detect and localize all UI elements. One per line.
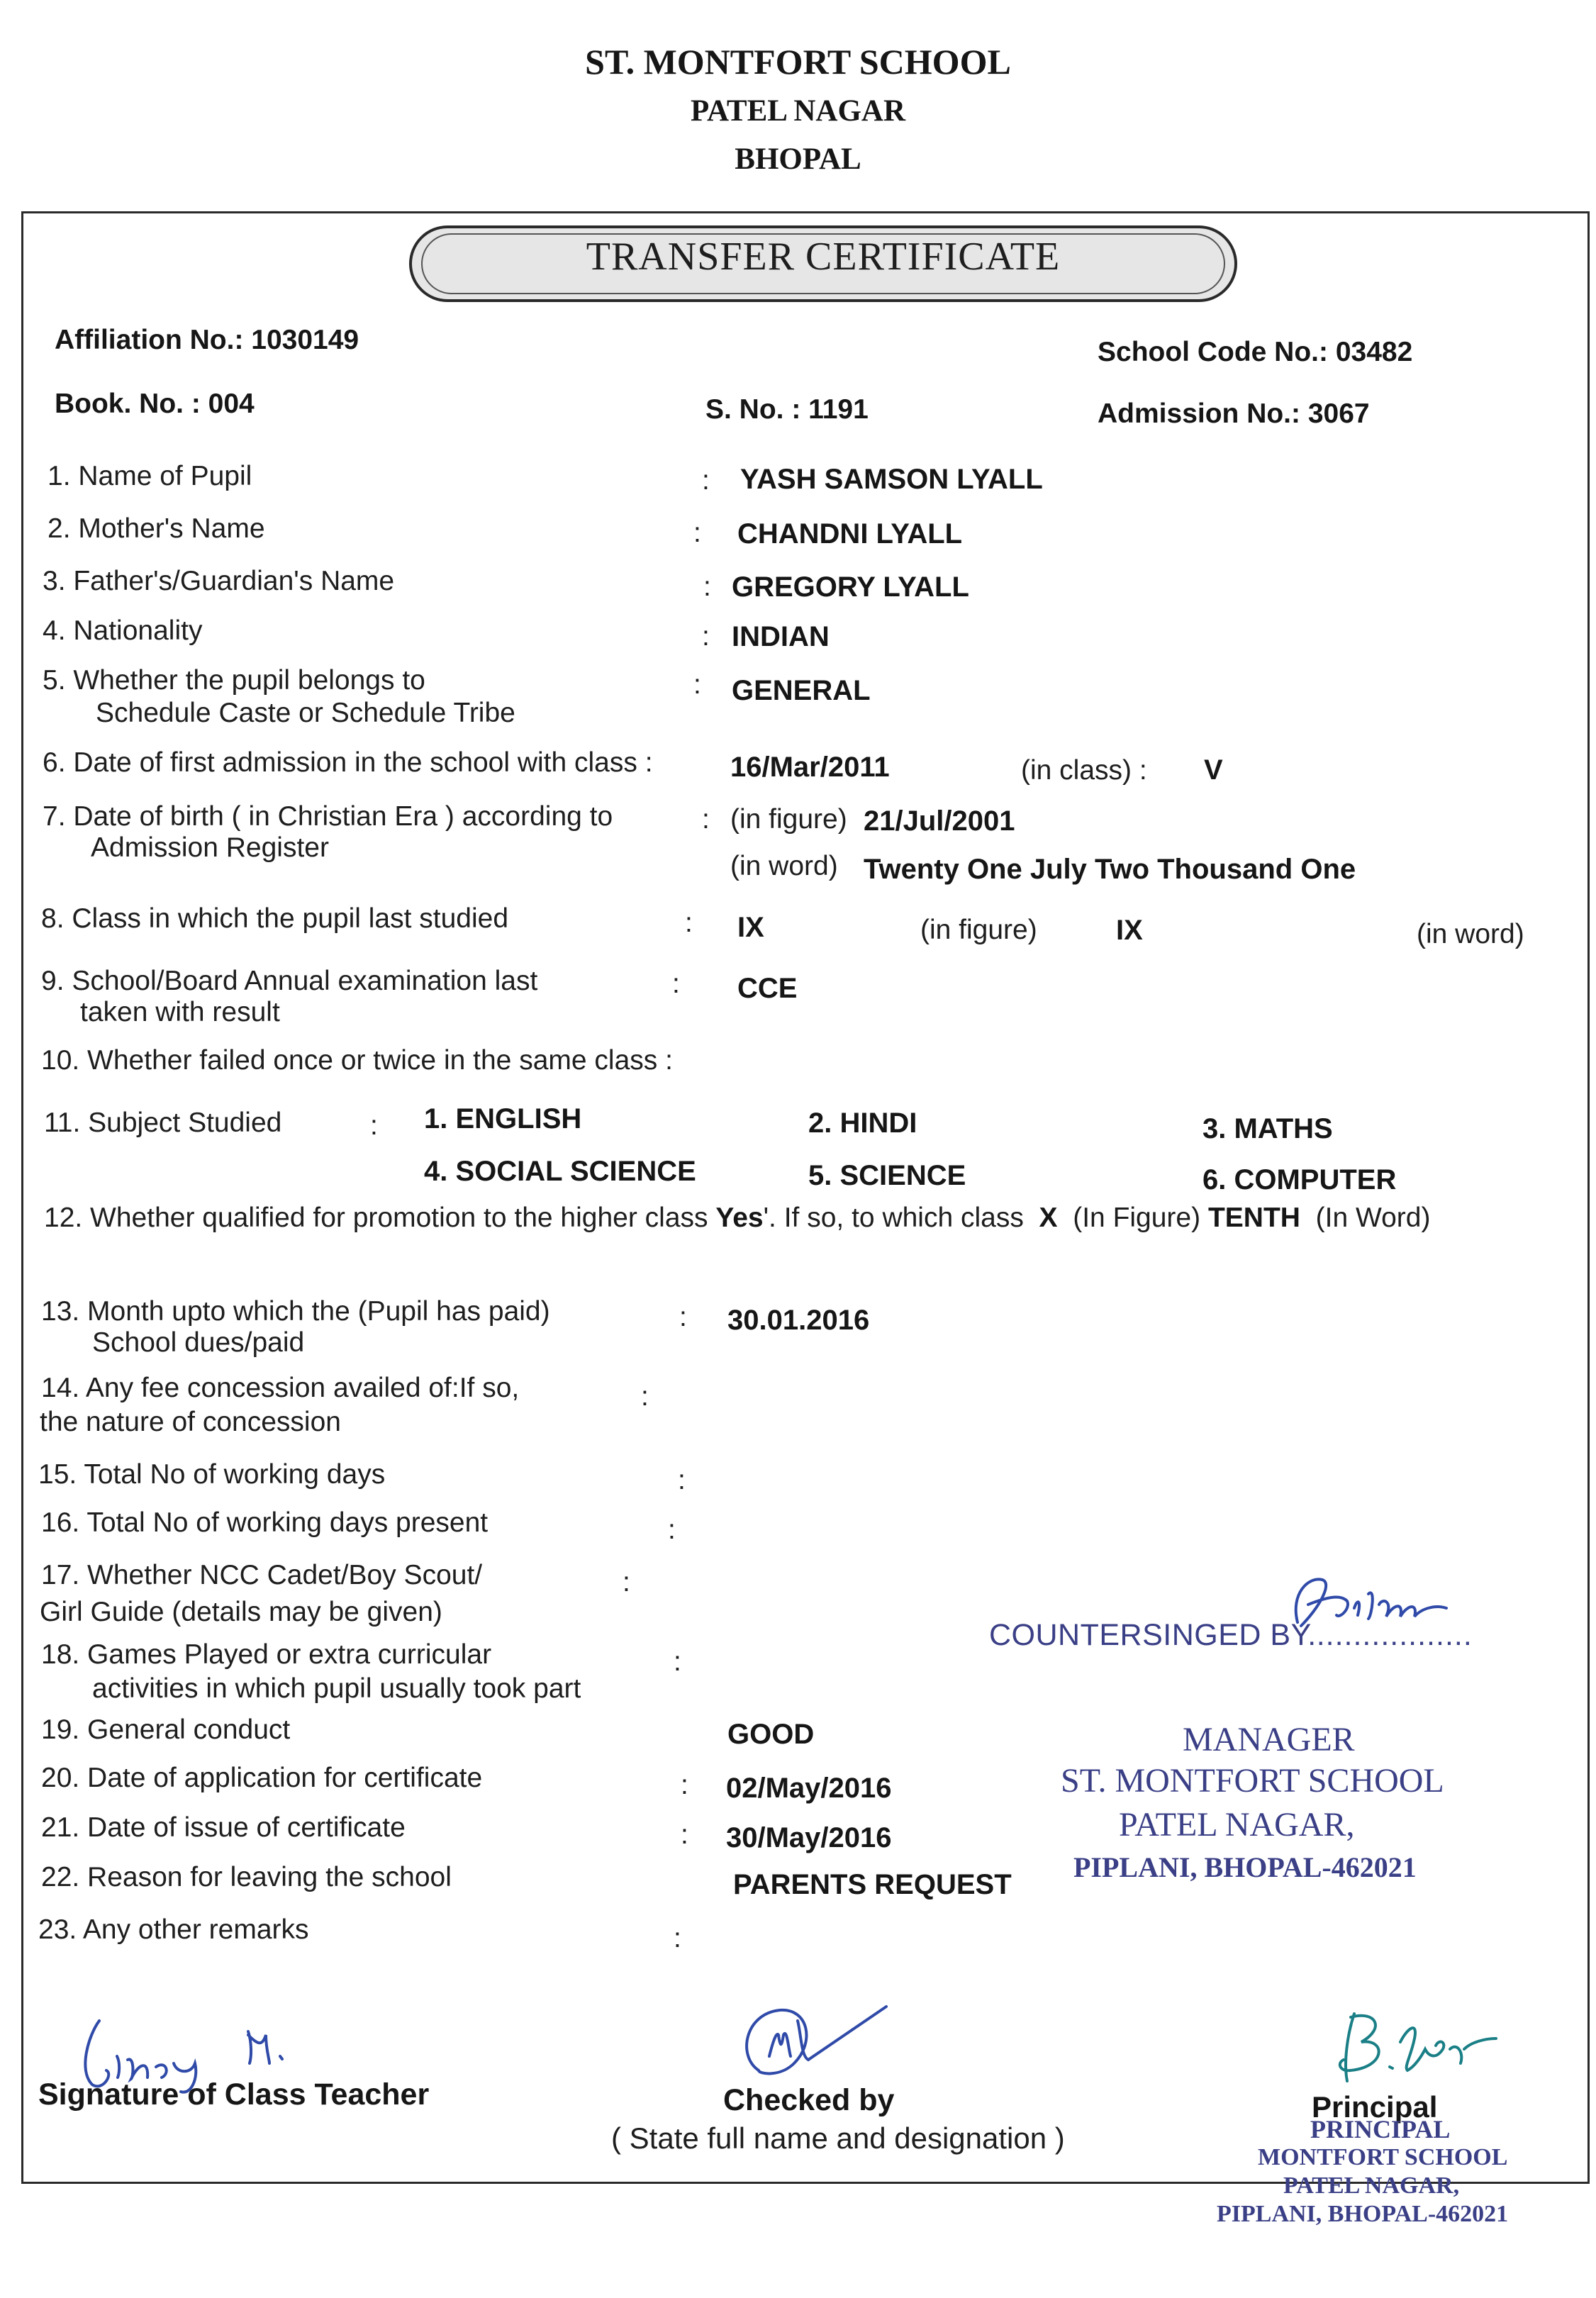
promotion-word-label: (In Word) [1315, 1203, 1431, 1233]
manager-stamp-area: PATEL NAGAR, [1119, 1806, 1355, 1844]
item-8-colon: : [685, 908, 693, 938]
item-5-colon: : [693, 669, 701, 700]
item-13-colon: : [679, 1302, 687, 1332]
item-19-label: 19. General conduct [41, 1714, 291, 1745]
book-no: Book. No. : 004 [55, 389, 255, 419]
subject-3: 3. MATHS [1202, 1113, 1333, 1144]
item-20-colon: : [681, 1770, 688, 1800]
subject-5: 5. SCIENCE [808, 1160, 966, 1191]
item-5-label-1: 5. Whether the pupil belongs to [43, 665, 425, 696]
last-class-word: IX [1116, 915, 1143, 946]
manager-stamp-city: PIPLANI, BHOPAL-462021 [1073, 1851, 1417, 1883]
item-13-label-1: 13. Month upto which the (Pupil has paid) [41, 1296, 550, 1327]
countersigned-by: COUNTERSINGED BY.................. [989, 1618, 1473, 1652]
item-23-label: 23. Any other remarks [38, 1914, 309, 1945]
item-8-label: 8. Class in which the pupil last studied [41, 903, 509, 934]
item-16-label: 16. Total No of working days present [41, 1507, 489, 1538]
manager-signature [1269, 1566, 1482, 1644]
promotion-class-word: TENTH [1207, 1203, 1300, 1233]
item-9-label-1: 9. School/Board Annual examination last [41, 966, 538, 996]
item-4-label: 4. Nationality [43, 615, 203, 646]
subject-6: 6. COMPUTER [1202, 1164, 1397, 1195]
school-name: ST. MONTFORT SCHOOL [585, 42, 1011, 82]
principal-stamp-title: PRINCIPAL [1310, 2115, 1451, 2143]
promotion-yes: Yes [715, 1203, 764, 1233]
item-3-colon: : [703, 571, 711, 602]
subject-2: 2. HINDI [808, 1108, 917, 1139]
exam-result: CCE [737, 973, 798, 1004]
dob-figure: 21/Jul/2001 [864, 805, 1015, 837]
item-7-label-2: Admission Register [91, 832, 329, 863]
school-city: BHOPAL [735, 143, 861, 176]
class-teacher-caption: Signature of Class Teacher [38, 2077, 430, 2112]
item-9-label-2: taken with result [80, 997, 280, 1027]
item-22-label: 22. Reason for leaving the school [41, 1862, 452, 1892]
promotion-figure-label: (In Figure) [1073, 1203, 1201, 1233]
item-6-class-label: (in class) : [1021, 755, 1147, 786]
item-3-label: 3. Father's/Guardian's Name [43, 566, 395, 596]
dob-figure-label: (in figure) [730, 804, 847, 835]
item-17-label-2: Girl Guide (details may be given) [40, 1597, 442, 1627]
certificate-title: TRANSFER CERTIFICATE [586, 235, 1061, 279]
school-code: School Code No.: 03482 [1098, 337, 1413, 367]
application-date: 02/May/2016 [726, 1773, 892, 1804]
father-name: GREGORY LYALL [732, 571, 969, 603]
principal-caption: Principal [1312, 2090, 1438, 2124]
principal-stamp-area: PATEL NAGAR, [1283, 2172, 1460, 2199]
item-15-label: 15. Total No of working days [38, 1459, 386, 1490]
checked-by-caption: Checked by [723, 2083, 895, 2117]
dob-word-label: (in word) [730, 851, 838, 881]
item-2-colon: : [693, 518, 701, 548]
item-18-colon: : [674, 1646, 681, 1677]
item-21-label: 21. Date of issue of certificate [41, 1812, 406, 1843]
item-20-label: 20. Date of application for certificate [41, 1763, 483, 1793]
item-7-label-1: 7. Date of birth ( in Christian Era ) according to [43, 801, 613, 832]
item-4-colon: : [702, 621, 710, 652]
last-class-figure-label: (in figure) [920, 915, 1037, 945]
principal-stamp-city: PIPLANI, BHOPAL-462021 [1217, 2201, 1509, 2227]
item-23-colon: : [674, 1923, 681, 1953]
item-7-colon: : [702, 804, 710, 835]
item-18-label-2: activities in which pupil usually took part [92, 1673, 581, 1704]
admission-no: Admission No.: 3067 [1098, 398, 1370, 429]
last-class-word-label: (in word) [1417, 919, 1524, 949]
pupil-name: YASH SAMSON LYALL [740, 464, 1043, 495]
item-12-label: 12. Whether qualified for promotion to the higher class [44, 1203, 708, 1233]
dues-paid-upto: 30.01.2016 [727, 1305, 870, 1336]
first-admission-date: 16/Mar/2011 [730, 752, 890, 783]
promotion-class-figure: X [1039, 1203, 1058, 1233]
leaving-reason: PARENTS REQUEST [733, 1869, 1012, 1900]
manager-stamp-school: ST. MONTFORT SCHOOL [1061, 1762, 1444, 1800]
item-12-line [44, 1203, 1430, 1234]
principal-stamp-school: MONTFORT SCHOOL [1258, 2144, 1508, 2170]
item-10-label: 10. Whether failed once or twice in the same class : [41, 1045, 673, 1076]
last-class-figure: IX [737, 912, 764, 943]
item-1-label: 1. Name of Pupil [48, 461, 252, 491]
item-17-label-1: 17. Whether NCC Cadet/Boy Scout/ [41, 1560, 483, 1590]
item-18-label-1: 18. Games Played or extra curricular [41, 1639, 492, 1670]
affiliation-no: Affiliation No.: 1030149 [55, 325, 359, 355]
item-21-colon: : [681, 1819, 688, 1850]
item-1-colon: : [702, 465, 710, 496]
item-5-label-2: Schedule Caste or Schedule Tribe [96, 698, 515, 728]
item-17-colon: : [623, 1567, 630, 1597]
school-area: PATEL NAGAR [690, 94, 905, 128]
item-2-label: 2. Mother's Name [48, 513, 265, 544]
item-15-colon: : [678, 1465, 686, 1495]
item-14-label-2: the nature of concession [40, 1407, 341, 1437]
item-9-colon: : [672, 969, 680, 999]
item-11-colon: : [370, 1110, 378, 1141]
item-14-label-1: 14. Any fee concession availed of:If so, [41, 1373, 520, 1403]
item-13-label-2: School dues/paid [92, 1327, 305, 1358]
caste-category: GENERAL [732, 675, 871, 706]
subject-4: 4. SOCIAL SCIENCE [424, 1156, 696, 1187]
nationality: INDIAN [732, 621, 830, 652]
item-6-label: 6. Date of first admission in the school with class : [43, 747, 653, 778]
manager-stamp-title: MANAGER [1183, 1721, 1355, 1758]
item-16-colon: : [668, 1515, 676, 1545]
item-14-colon: : [641, 1381, 649, 1412]
item-12-mid: '. If so, to which class [763, 1203, 1024, 1233]
state-name-caption: ( State full name and designation ) [611, 2121, 1065, 2155]
subject-1: 1. ENGLISH [424, 1103, 582, 1134]
first-admission-class: V [1204, 754, 1223, 786]
principal-signature [1319, 1999, 1503, 2092]
serial-no: S. No. : 1191 [705, 394, 869, 425]
issue-date: 30/May/2016 [726, 1822, 892, 1853]
item-11-label: 11. Subject Studied [44, 1108, 282, 1138]
mother-name: CHANDNI LYALL [737, 518, 963, 550]
general-conduct: GOOD [727, 1719, 815, 1750]
dob-word: Twenty One July Two Thousand One [864, 854, 1356, 885]
